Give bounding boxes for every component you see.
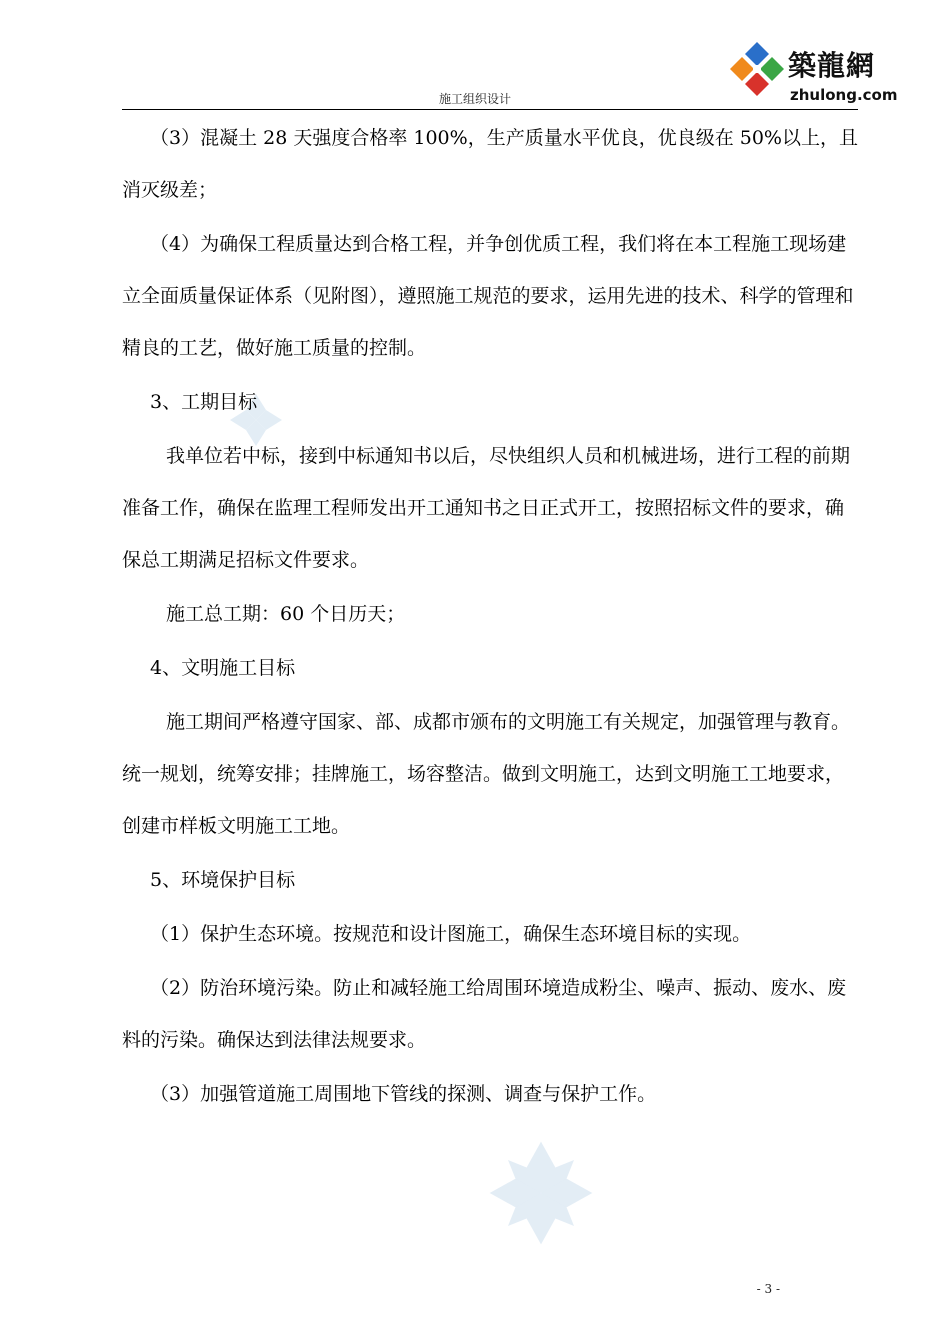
logo-brand-cn: 築龍網	[788, 49, 876, 82]
section-heading: 4、文明施工目标	[150, 657, 296, 679]
paragraph: 施工期间严格遵守国家、部、成都市颁布的文明施工有关规定，加强管理与教育。统一规划，统筹安排；挂牌施工，场容整洁。做到文明施工，达到文明施工工地要求，创建市样板文明施工工地。	[122, 711, 851, 837]
zhulong-logo-mark-icon	[728, 40, 786, 106]
paragraph: （2）防治环境污染。防止和减轻施工给周围环境造成粉尘、噪声、振动、废水、废料的污染。确保达到法律法规要求。	[122, 977, 847, 1051]
paragraph: （3）加强管道施工周围地下管线的探测、调查与保护工作。	[150, 1083, 657, 1105]
zhulong-logo	[728, 40, 898, 112]
paragraph: （1）保护生态环境。按规范和设计图施工，确保生态环境目标的实现。	[150, 923, 752, 945]
header-title: 施工组织设计	[438, 92, 511, 106]
section-heading: 3、工期目标	[150, 391, 258, 413]
paragraph: （3）混凝土 28 天强度合格率 100%，生产质量水平优良，优良级在 50%以上，且消灭级差；	[122, 127, 858, 201]
section-heading: 5、环境保护目标	[150, 869, 296, 891]
paragraph: 我单位若中标，接到中标通知书以后，尽快组织人员和机械进场，进行工程的前期准备工作，确保在监理工程师发出开工通知书之日正式开工，按照招标文件的要求，确保总工期满足招标文件要求。	[122, 445, 851, 571]
logo-brand-en: zhulong.com	[790, 86, 898, 104]
paragraph: 施工总工期：60 个日历天；	[166, 603, 406, 625]
document-body	[122, 112, 862, 1122]
page-number: - 3 -	[756, 1282, 780, 1296]
paragraph: （4）为确保工程质量达到合格工程，并争创优质工程，我们将在本工程施工现场建立全面质量保证体系（见附图），遵照施工规范的要求，运用先进的技术、科学的管理和精良的工艺，做好施工质量的控制。	[122, 233, 854, 359]
watermark-emblem-large-icon	[486, 1138, 596, 1248]
